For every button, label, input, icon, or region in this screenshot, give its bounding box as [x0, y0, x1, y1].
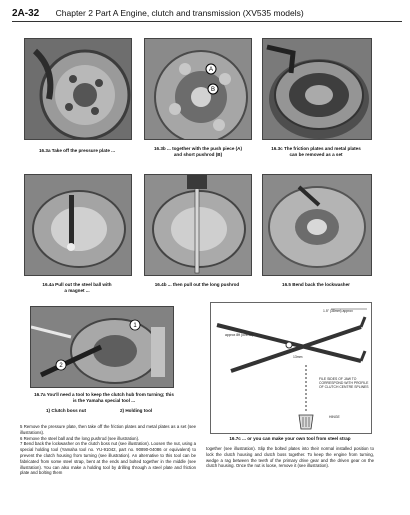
photo-long-pushrod — [144, 174, 252, 276]
caption-16-4a-line2: a magnet ... — [64, 288, 90, 293]
body-text-right — [206, 446, 374, 469]
caption-16-3c-line2: can be removed as a set — [289, 152, 343, 157]
caption-16-3a: 16.3a Take off the pressure plate ... — [39, 148, 115, 153]
paragraph-5: 5 Remove the pressure plate, then take off the friction plates and metal plates as a set (see illustrations). — [20, 424, 196, 435]
photo-pressure-plate — [24, 38, 132, 140]
marker-1: 1 — [133, 323, 137, 329]
photo-friction-plates — [262, 38, 372, 140]
friction-plates-image — [263, 39, 371, 139]
lockwasher-image — [263, 175, 371, 275]
label-note-3: OF CLUTCH CENTRE SPLINES — [319, 385, 369, 389]
label-dimension: 1.5" (38mm) approx — [323, 309, 353, 313]
caption-16-4a — [20, 282, 134, 294]
page-header — [12, 6, 402, 20]
label-note-2: CORRESPOND WITH PROFILE — [319, 381, 369, 385]
steel-ball-image — [25, 175, 131, 275]
photo-holding-tool — [30, 306, 174, 388]
list-holding-tool: 2) Holding tool — [120, 408, 153, 413]
photo-push-piece — [144, 38, 252, 140]
caption-16-3b — [138, 146, 258, 158]
header-rule — [12, 21, 402, 22]
holding-tool-image — [31, 307, 173, 387]
chapter-title: Chapter 2 Part A Engine, clutch and transmission (XV535 models) — [55, 8, 304, 18]
label-tang: 13mm — [293, 355, 303, 359]
photo-lockwasher — [262, 174, 372, 276]
tool-diagram — [210, 302, 372, 434]
push-piece-image — [145, 39, 251, 139]
pressure-plate-image — [25, 39, 131, 139]
paragraph-7-cont: together (see illustration). Slip the bolted plates into their normal installed position to lock the clutch housing and clutch boss together. To keep the engine from turning, wedge a rag between the teeth of the primary drive gear and the driven gear on the clutch housing. Once the nut is loose, remove it (see illustration). — [206, 446, 374, 469]
caption-16-3b-line2: and short pushrod (B) — [173, 152, 223, 157]
body-text-left — [20, 424, 196, 476]
caption-16-7a-line2: is the Yamaha special tool ... — [72, 398, 136, 403]
list-clutch-boss-nut: 1) Clutch boss nut — [46, 408, 87, 413]
strap-tool-drawing — [211, 303, 371, 433]
photo-steel-ball — [24, 174, 132, 276]
caption-16-4a-line1: 16.4a Pull out the steel ball with — [42, 282, 112, 287]
marker-2: 2 — [59, 363, 63, 369]
caption-16-3c-line1: 16.3c The friction plates and metal plates — [271, 146, 361, 151]
label-note-1: FILE SIDES OF JAW TO — [319, 377, 357, 381]
long-pushrod-image — [145, 175, 251, 275]
caption-16-4b: 16.4b ... then pull out the long pushrod — [154, 282, 240, 287]
paragraph-7: 7 Bend back the lockwasher on the clutch boss nut (see illustration). Loosen the nut, using a special holding tool (Yamaha tool no. YU-91042, part no. 90890-04086 or equivalent) to prevent the clutch housing from turning (see illustration). An alternative to this tool can be fabricated from some steel strap, bent at the ends and bolted together in the middle (see illustration). You can also make a holding tool by drilling through a steel plate and friction plate and bolting them — [20, 441, 196, 476]
page-number: 2A-32 — [12, 8, 40, 19]
marker-a: A — [208, 67, 214, 73]
caption-16-7a-line1: 16.7a You'll need a tool to keep the clutch hub from turning; this — [34, 392, 174, 397]
caption-16-3c — [258, 146, 374, 158]
caption-16-3b-line1: 16.3b ... together with the push piece (A) — [153, 146, 243, 151]
label-hinge: HINGE — [329, 415, 340, 419]
paragraph-6: 6 Remove the steel ball and the long pushrod (see illustration). — [20, 435, 140, 441]
caption-16-7a — [16, 392, 192, 404]
marker-b: B — [210, 87, 216, 93]
label-overall: approx 8ft (overall) — [225, 333, 254, 337]
caption-16-5: 16.5 Bend back the lockwasher — [282, 282, 350, 287]
caption-16-7c: 16.7c ... or you can make your own tool from steel strap — [229, 436, 351, 441]
